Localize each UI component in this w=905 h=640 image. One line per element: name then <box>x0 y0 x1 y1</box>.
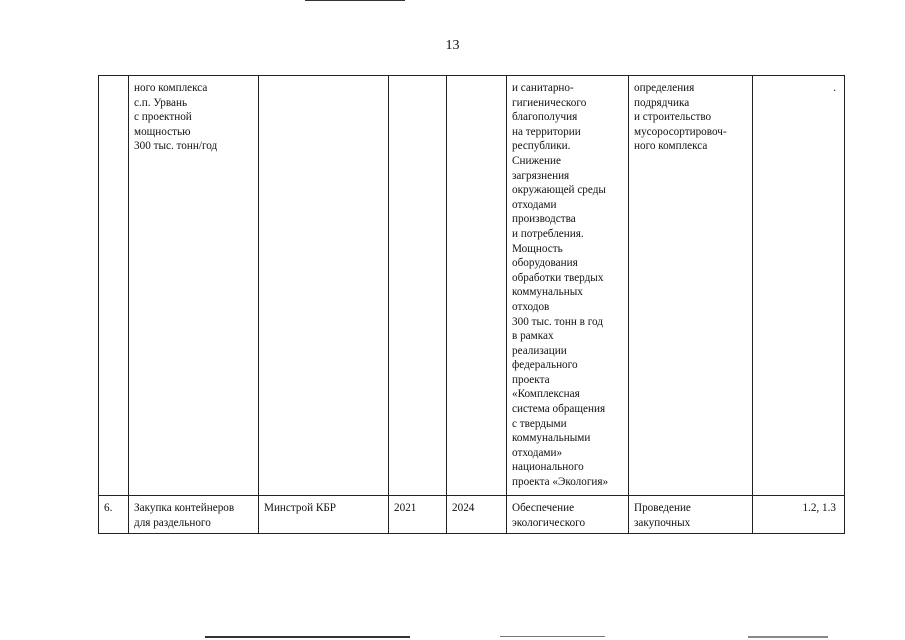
cell-year-end <box>447 76 507 496</box>
cell-text-line: оборудования <box>512 257 578 270</box>
cell-responsible <box>259 76 389 496</box>
cell-year-start <box>389 76 447 496</box>
cell-text-line: мощностью <box>134 125 191 138</box>
cell-text-line: с проектной <box>134 111 192 124</box>
cell-text-line: федерального <box>512 359 578 372</box>
cell-text-line: окружающей среды <box>512 184 606 197</box>
cell-text-line: ного комплекса <box>134 82 208 94</box>
cell-text-line: подрядчика <box>634 96 690 109</box>
cell-text-line: на территории <box>512 125 581 138</box>
cell-number: 6. <box>99 496 129 534</box>
cell-text-line: с твердыми <box>512 417 567 430</box>
cell-text-line: закупочных <box>634 516 691 529</box>
cell-text-line: республики. <box>512 140 571 153</box>
cell-text-line: «Комплексная <box>512 388 580 401</box>
scan-artifact-bottom-right <box>748 636 828 638</box>
cell-year-end: 2024 <box>447 496 507 534</box>
cell-text-line: Проведение <box>634 502 691 514</box>
cell-text-line: реализации <box>512 344 567 357</box>
cell-expected-result <box>507 76 629 496</box>
cell-year-start: 2021 <box>389 496 447 534</box>
cell-responsible: Минстрой КБР <box>259 496 389 534</box>
cell-text-line: Закупка контейнеров <box>134 502 235 514</box>
cell-text-line: и санитарно- <box>512 82 574 94</box>
cell-text-line: Обеспечение <box>512 502 575 514</box>
cell-main-actions <box>629 76 753 496</box>
cell-text-line: Снижение <box>512 154 561 167</box>
cell-text-line: для раздельного <box>134 516 211 529</box>
cell-text-line: загрязнения <box>512 169 570 182</box>
cell-text-line: система обращения <box>512 403 606 416</box>
table-row-continuation <box>99 76 845 496</box>
cell-expected-result <box>507 496 629 534</box>
cell-indicator: . <box>753 76 845 496</box>
cell-text-line: 300 тыс. тонн/год <box>134 140 218 153</box>
scan-artifact-top <box>305 0 405 1</box>
cell-text-line: проекта «Экология» <box>512 476 609 489</box>
cell-text-line: гигиенического <box>512 96 587 109</box>
table-row-6 <box>99 496 845 534</box>
cell-text-line: проекта <box>512 373 550 386</box>
cell-text-line: 300 тыс. тонн в год <box>512 315 604 328</box>
cell-text-line: ного комплекса <box>634 140 708 153</box>
scan-artifact-bottom-left <box>205 636 410 638</box>
page-number: 13 <box>445 38 460 53</box>
cell-text-line: Мощность <box>512 242 563 255</box>
cell-text-line: отходов <box>512 300 550 313</box>
cell-text-line: коммунальных <box>512 286 583 299</box>
cell-text-line: определения <box>634 82 695 94</box>
cell-text-line: производства <box>512 213 576 226</box>
cell-text-line: национального <box>512 461 584 474</box>
cell-text-line: и потребления. <box>512 227 584 240</box>
cell-text-line: отходами <box>512 198 557 211</box>
cell-event-name <box>129 496 259 534</box>
cell-text-line: мусоросортировоч- <box>634 125 727 138</box>
cell-text-line: благополучия <box>512 111 578 124</box>
cell-number <box>99 76 129 496</box>
cell-text-line: экологического <box>512 516 586 529</box>
cell-text-line: в рамках <box>512 330 554 343</box>
cell-text-line: отходами» <box>512 446 563 459</box>
cell-text-line: обработки твердых <box>512 271 604 284</box>
cell-main-actions <box>629 496 753 534</box>
cell-text-line: и строительство <box>634 111 712 124</box>
cell-text-line: коммунальными <box>512 432 591 445</box>
cell-indicator: 1.2, 1.3 <box>753 496 845 534</box>
cell-text-line: с.п. Урвань <box>134 96 188 109</box>
cell-event-name <box>129 76 259 496</box>
scan-artifact-bottom-mid <box>500 636 605 637</box>
program-table <box>98 75 845 534</box>
